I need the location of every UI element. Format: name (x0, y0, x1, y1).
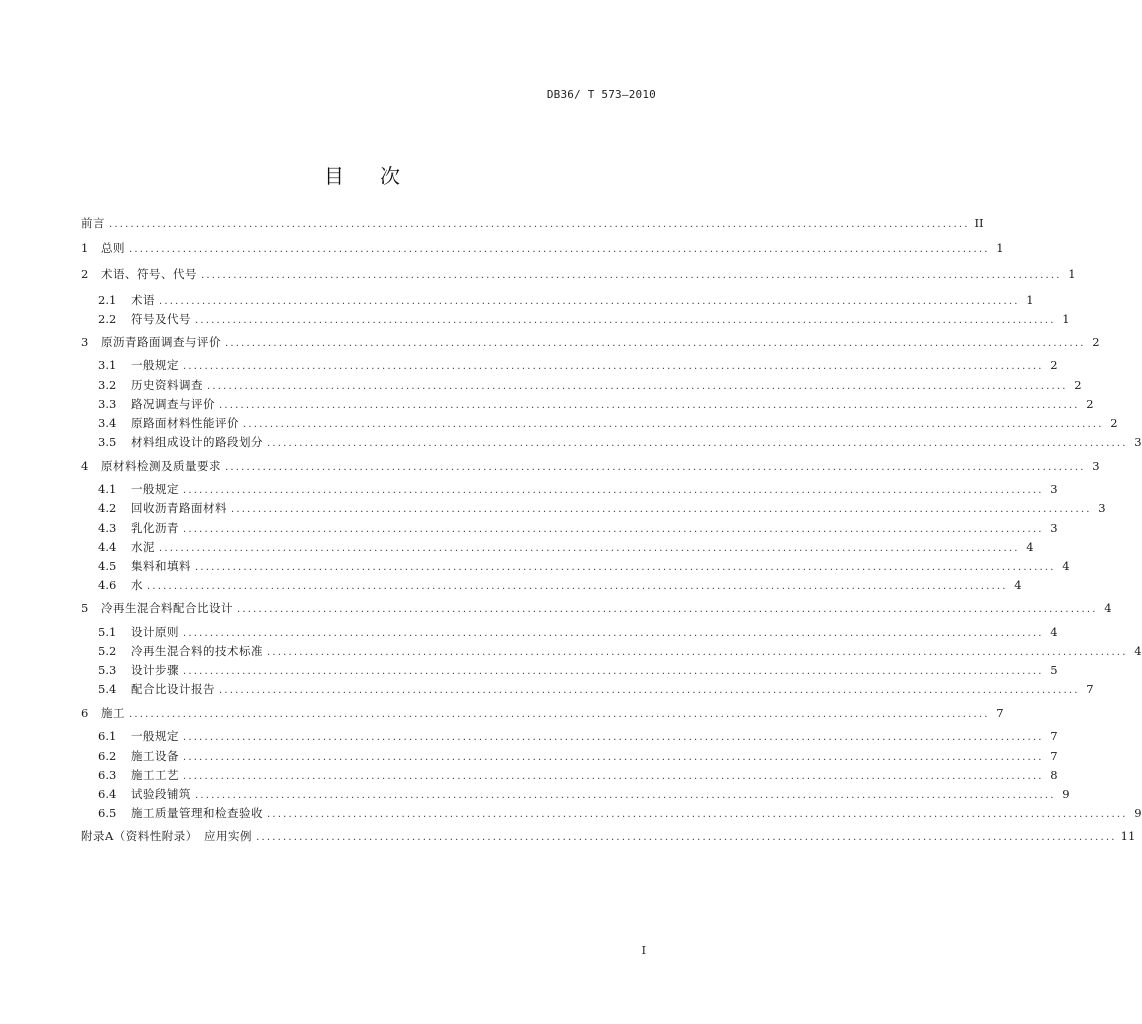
toc-entry-page: 1 (1026, 293, 1034, 307)
toc-entry-page: 1 (1068, 267, 1076, 281)
toc-leader-dots: ................................................................................................................................................................ (225, 338, 1086, 349)
toc-entry[interactable] (81, 312, 1070, 328)
toc-entry-page: 2 (1110, 416, 1118, 430)
toc-entry[interactable] (81, 578, 1022, 594)
toc-entry-number: 2 (81, 267, 89, 281)
toc-entry-number: 4 (81, 459, 89, 473)
toc-entry[interactable] (81, 749, 1058, 765)
toc-entry[interactable] (81, 216, 984, 232)
toc-leader-dots: ................................................................................................................................................................ (231, 504, 1092, 515)
toc-entry-number: 3.5 (98, 435, 117, 449)
toc-entry-number: 5.1 (98, 625, 117, 639)
toc-entry-number: 6.1 (98, 729, 117, 743)
toc-entry-label: 施工质量管理和检查验收 (131, 806, 263, 820)
toc-entry-page: 2 (1092, 335, 1100, 349)
toc-leader-dots: ................................................................................................................................................................ (147, 581, 1008, 592)
toc-entry-number: 5.3 (98, 663, 117, 677)
toc-entry-label: 配合比设计报告 (131, 682, 215, 696)
toc-entry[interactable] (81, 378, 1082, 394)
toc-leader-dots: ................................................................................................................................................................ (225, 462, 1086, 473)
toc-entry-page: 4 (1014, 578, 1022, 592)
toc-entry[interactable] (81, 601, 1112, 617)
toc-entry[interactable] (81, 335, 1100, 351)
toc-entry[interactable] (81, 663, 1058, 679)
toc-entry-number: 5.2 (98, 644, 117, 658)
toc-entry-number: 4.3 (98, 521, 117, 535)
toc-entry-page: 4 (1050, 625, 1058, 639)
toc-leader-dots: ................................................................................................................................................................ (195, 562, 1056, 573)
toc-leader-dots: ................................................................................................................................................................ (243, 419, 1104, 430)
toc-entry[interactable] (81, 416, 1118, 432)
toc-entry-page: 9 (1134, 806, 1142, 820)
toc-entry-label: 水 (131, 578, 143, 592)
page-number: I (641, 944, 646, 957)
toc-leader-dots: ................................................................................................................................................................ (159, 543, 1020, 554)
toc-entry-label: 乳化沥青 (131, 521, 179, 535)
toc-entry-page: 2 (1050, 358, 1058, 372)
toc-entry[interactable] (81, 293, 1034, 309)
toc-leader-dots: ................................................................................................................................................................ (183, 485, 1044, 496)
toc-entry[interactable] (81, 625, 1058, 641)
toc-entry[interactable] (81, 768, 1058, 784)
toc-entry-label: 术语 (131, 293, 155, 307)
toc-entry[interactable] (81, 482, 1058, 498)
toc-entry-label: 冷再生混合料配合比设计 (101, 601, 233, 615)
toc-leader-dots: ................................................................................................................................................................ (109, 219, 970, 230)
toc-entry[interactable] (81, 682, 1094, 698)
toc-entry-label: 集料和填料 (131, 559, 191, 573)
toc-leader-dots: ................................................................................................................................................................ (219, 400, 1080, 411)
toc-entry-number: 3.3 (98, 397, 117, 411)
toc-entry-page: 7 (1086, 682, 1094, 696)
toc-entry-label: 施工设备 (131, 749, 179, 763)
toc-leader-dots: ................................................................................................................................................................ (183, 771, 1044, 782)
toc-entry[interactable] (81, 644, 1142, 660)
toc-entry-label: 符号及代号 (131, 312, 191, 326)
toc-leader-dots: ................................................................................................................................................................ (267, 647, 1128, 658)
toc-leader-dots: ................................................................................................................................................................ (129, 709, 990, 720)
toc-entry-label: 一般规定 (131, 482, 179, 496)
toc-entry[interactable] (81, 435, 1142, 451)
toc-entry-label: 材料组成设计的路段划分 (131, 435, 263, 449)
toc-entry-label: 施工工艺 (131, 768, 179, 782)
toc-entry[interactable] (81, 241, 1004, 257)
toc-entry-number: 6 (81, 706, 89, 720)
toc-entry-page: 5 (1050, 663, 1058, 677)
toc-entry-page: 3 (1134, 435, 1142, 449)
toc-entry-page: 7 (996, 706, 1004, 720)
toc-entry-label: 试验段铺筑 (131, 787, 191, 801)
toc-leader-dots: ................................................................................................................................................................ (267, 809, 1128, 820)
toc-entry-number: 1 (81, 241, 89, 255)
toc-leader-dots: ................................................................................................................................................................ (201, 270, 1062, 281)
toc-entry[interactable] (81, 540, 1034, 556)
toc-entry-page: II (974, 216, 984, 230)
toc-entry-page: 1 (1062, 312, 1070, 326)
toc-entry-label: 术语、符号、代号 (101, 267, 197, 281)
toc-entry-number: 4.1 (98, 482, 117, 496)
toc-entry-number: 6.3 (98, 768, 117, 782)
toc-entry-label: 设计步骤 (131, 663, 179, 677)
toc-entry-label: 历史资料调查 (131, 378, 203, 392)
toc-entry-page: 3 (1050, 482, 1058, 496)
toc-entry-label: 一般规定 (131, 729, 179, 743)
toc-entry[interactable] (81, 787, 1070, 803)
toc-leader-dots: ................................................................................................................................................................ (183, 628, 1044, 639)
toc-entry-number: 4.4 (98, 540, 117, 554)
toc-entry-number: 6.4 (98, 787, 117, 801)
toc-entry-page: 1 (996, 241, 1004, 255)
toc-entry-page: 9 (1062, 787, 1070, 801)
toc-entry[interactable] (81, 521, 1058, 537)
toc-entry-page: 4 (1062, 559, 1070, 573)
toc-entry-number: 2.1 (98, 293, 117, 307)
toc-entry-number: 6.5 (98, 806, 117, 820)
toc-entry-page: 2 (1086, 397, 1094, 411)
toc-entry-number: 5.4 (98, 682, 117, 696)
toc-entry-number: 3.1 (98, 358, 117, 372)
toc-leader-dots: ................................................................................................................................................................ (159, 296, 1020, 307)
toc-entry-number: 4.6 (98, 578, 117, 592)
toc-entry-page: 8 (1050, 768, 1058, 782)
toc-leader-dots: ................................................................................................................................................................ (129, 244, 990, 255)
toc-entry-label: 原沥青路面调查与评价 (101, 335, 221, 349)
toc-entry-label: 一般规定 (131, 358, 179, 372)
toc-entry[interactable] (81, 358, 1058, 374)
toc-leader-dots: ................................................................................................................................................................ (219, 685, 1080, 696)
toc-entry-page: 2 (1074, 378, 1082, 392)
toc-entry-label: 原路面材料性能评价 (131, 416, 239, 430)
toc-entry-label: 设计原则 (131, 625, 179, 639)
toc-entry[interactable] (81, 397, 1094, 413)
toc-entry-label: 回收沥青路面材料 (131, 501, 227, 515)
document-code: DB36/ T 573—2010 (546, 88, 656, 101)
toc-leader-dots: ................................................................................................................................................................ (183, 732, 1044, 743)
toc-entry-page: 7 (1050, 729, 1058, 743)
toc-entry-label: 施工 (101, 706, 125, 720)
toc-entry-page: 4 (1104, 601, 1112, 615)
toc-entry-label: 原材料检测及质量要求 (101, 459, 221, 473)
toc-entry-label: 总则 (101, 241, 125, 255)
toc-entry[interactable] (81, 459, 1100, 475)
toc-entry-label: 附录A（资料性附录） 应用实例 (81, 829, 253, 843)
toc-leader-dots: ................................................................................................................................................................ (183, 524, 1044, 535)
toc-entry-page: 11 (1120, 829, 1136, 843)
toc-leader-dots: ................................................................................................................................................................ (207, 381, 1068, 392)
toc-entry-label: 前言 (81, 216, 105, 230)
toc-entry-page: 3 (1092, 459, 1100, 473)
toc-leader-dots: ................................................................................................................................................................ (183, 666, 1044, 677)
toc-leader-dots: ................................................................................................................................................................ (195, 315, 1056, 326)
toc-entry-label: 路况调查与评价 (131, 397, 215, 411)
toc-leader-dots: ................................................................................................................................................................ (195, 790, 1056, 801)
toc-leader-dots: ................................................................................................................................................................ (256, 832, 1117, 843)
toc-entry[interactable] (81, 829, 1136, 845)
toc-entry-page: 7 (1050, 749, 1058, 763)
toc-leader-dots: ................................................................................................................................................................ (183, 361, 1044, 372)
toc-entry-label: 冷再生混合料的技术标准 (131, 644, 263, 658)
toc-entry-number: 2.2 (98, 312, 117, 326)
toc-leader-dots: ................................................................................................................................................................ (267, 438, 1128, 449)
toc-entry-page: 4 (1026, 540, 1034, 554)
toc-leader-dots: ................................................................................................................................................................ (237, 604, 1098, 615)
toc-entry[interactable] (81, 267, 1076, 283)
toc-entry[interactable] (81, 501, 1106, 517)
toc-entry-number: 3 (81, 335, 89, 349)
toc-entry-number: 6.2 (98, 749, 117, 763)
toc-entry-number: 4.2 (98, 501, 117, 515)
toc-leader-dots: ................................................................................................................................................................ (183, 752, 1044, 763)
toc-entry-number: 3.2 (98, 378, 117, 392)
toc-entry[interactable] (81, 806, 1142, 822)
toc-entry-page: 4 (1134, 644, 1142, 658)
toc-entry[interactable] (81, 729, 1058, 745)
page-title: 目次 (324, 164, 436, 188)
toc-entry-label: 水泥 (131, 540, 155, 554)
toc-entry[interactable] (81, 706, 1004, 722)
toc-entry-number: 3.4 (98, 416, 117, 430)
toc-entry[interactable] (81, 559, 1070, 575)
toc-entry-number: 5 (81, 601, 89, 615)
toc-entry-page: 3 (1098, 501, 1106, 515)
toc-entry-number: 4.5 (98, 559, 117, 573)
toc-entry-page: 3 (1050, 521, 1058, 535)
